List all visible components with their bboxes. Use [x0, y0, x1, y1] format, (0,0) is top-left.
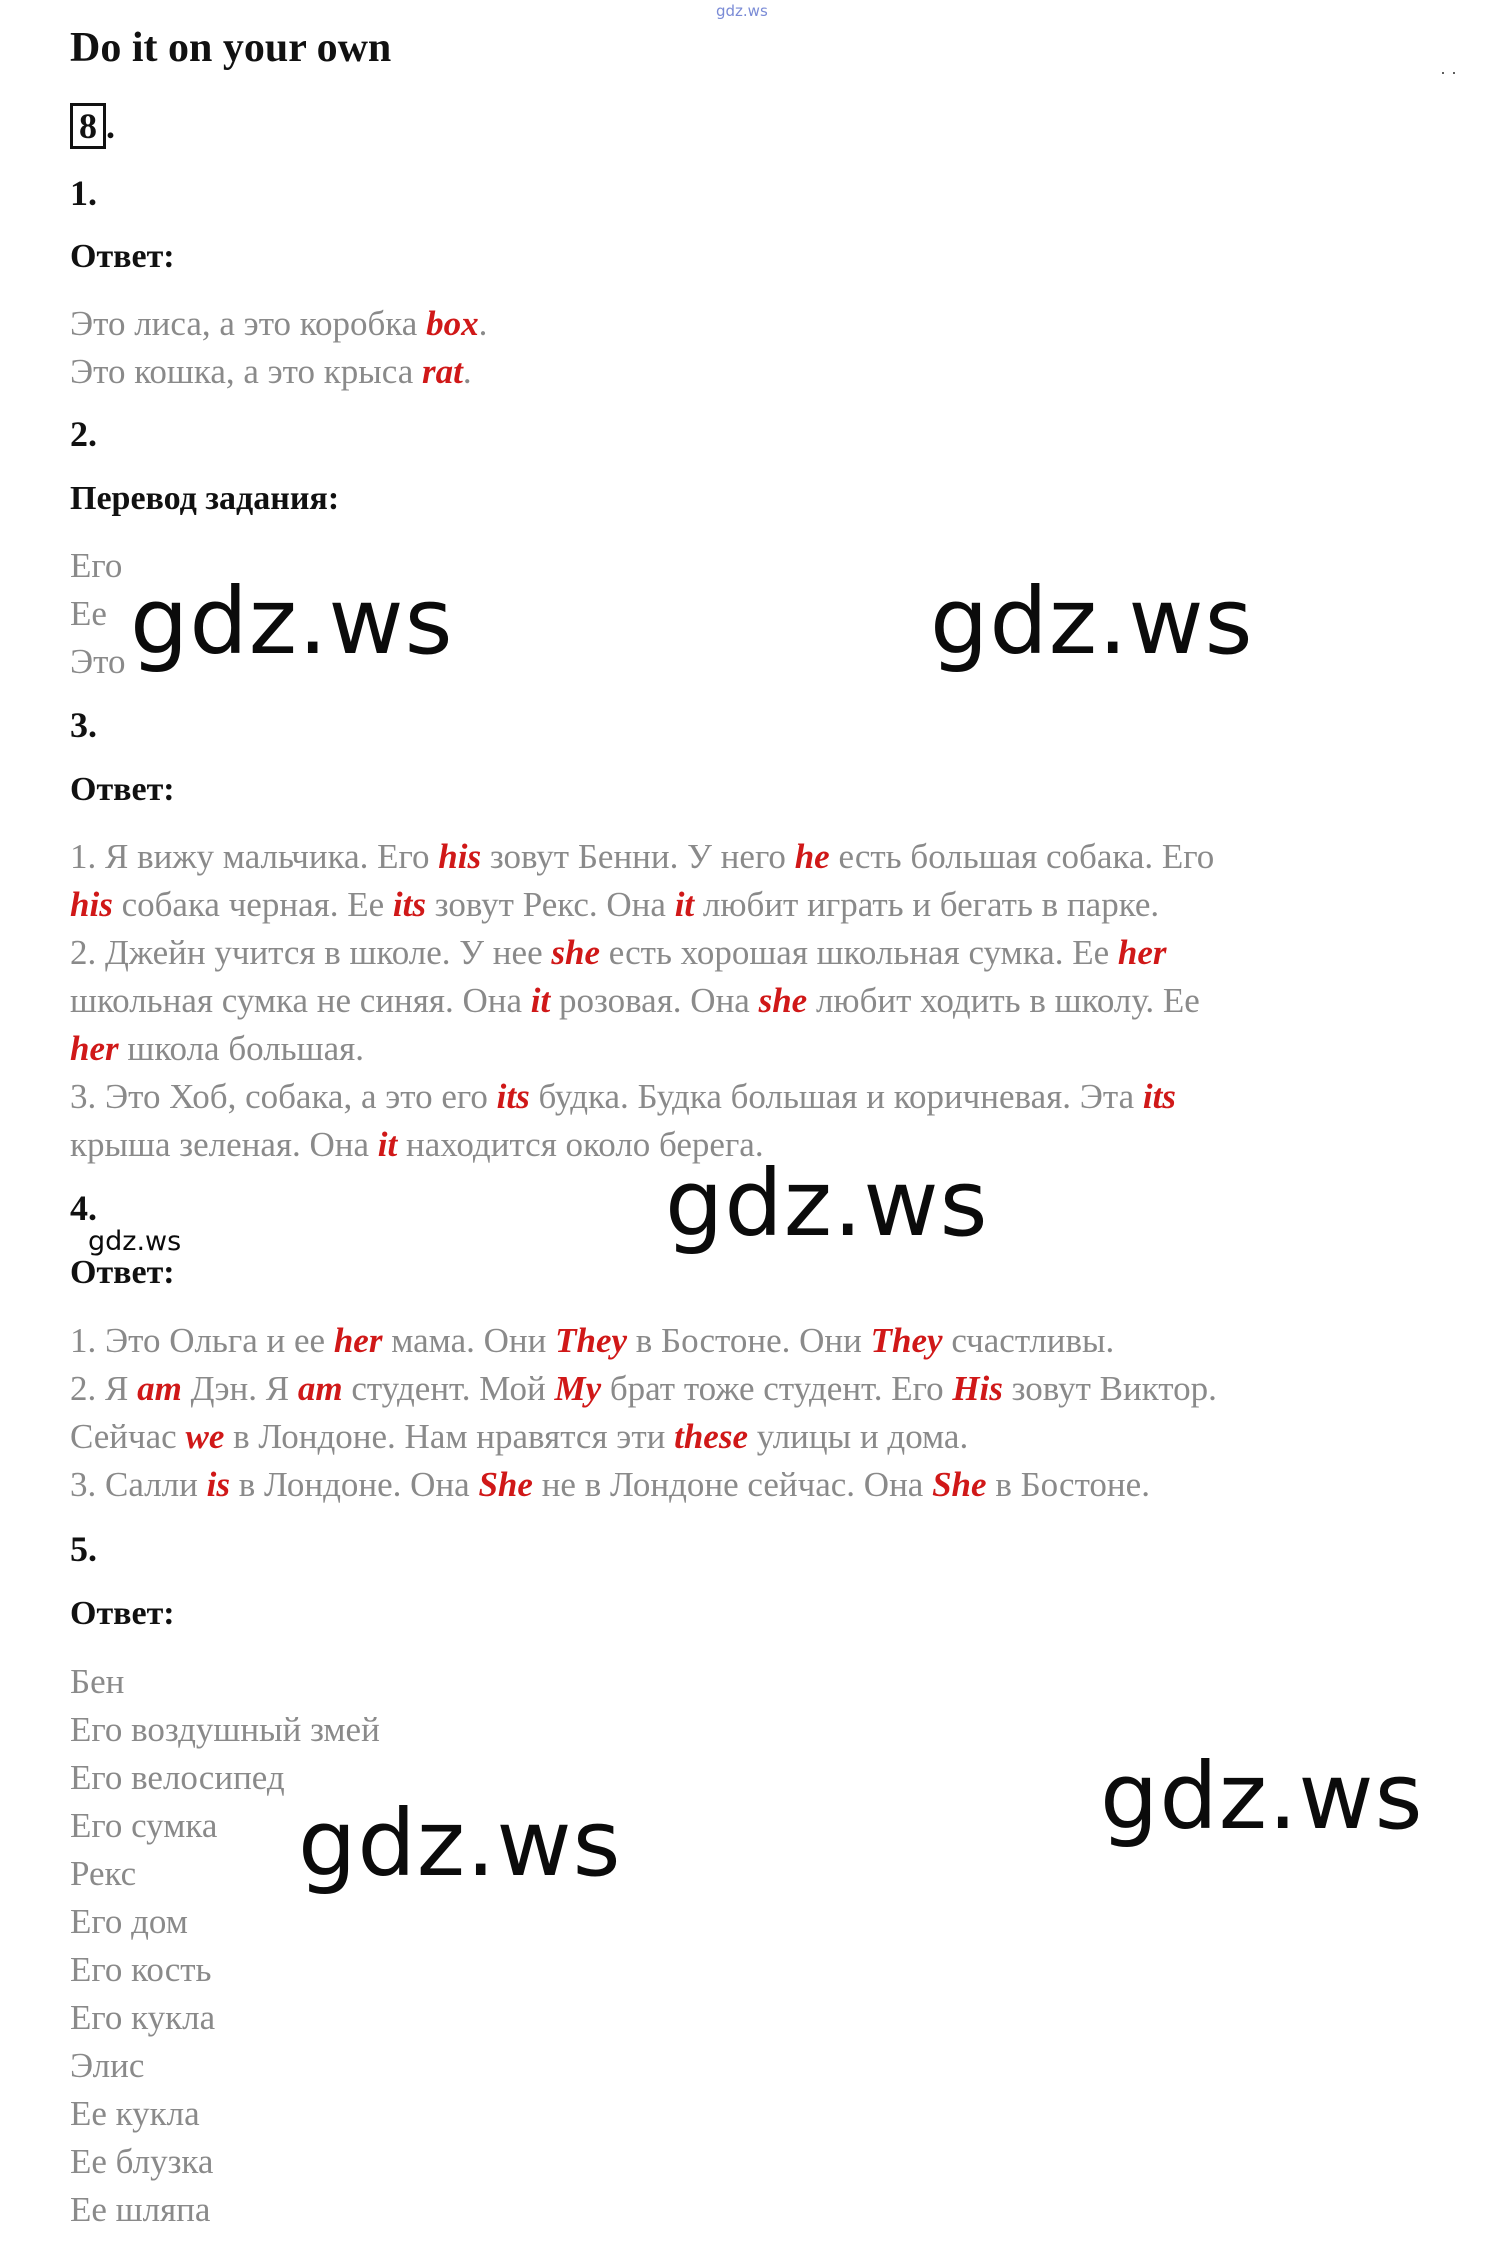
answer-keyword: his [70, 885, 113, 924]
section-4-label: Ответ: [70, 1254, 175, 1291]
text-line [70, 2138, 380, 2186]
text-run: счастливы. [942, 1321, 1115, 1360]
text-run: улицы и дома. [748, 1417, 969, 1456]
answer-keyword: it [674, 885, 695, 924]
answer-keyword: her [333, 1321, 383, 1360]
text-run: Ее [70, 594, 107, 633]
section-4-text [70, 1317, 1217, 1509]
text-run: крыша зеленая. Она [70, 1125, 378, 1164]
text-line [70, 1994, 380, 2042]
text-run: зовут Бенни. У него [481, 837, 795, 876]
text-run: Его кукла [70, 1998, 216, 2037]
answer-keyword: My [554, 1369, 602, 1408]
answer-keyword: its [496, 1077, 530, 1116]
answer-keyword: her [1117, 933, 1167, 972]
text-run: 2. Джейн учится в школе. У нее [70, 933, 552, 972]
text-line [70, 2042, 380, 2090]
exercise-number-box: 8 [70, 103, 106, 149]
text-run: розовая. Она [550, 981, 759, 1020]
text-run: школа большая. [118, 1029, 364, 1068]
watermark: gdz.ws [298, 1790, 622, 1897]
watermark: gdz.ws [665, 1150, 989, 1257]
text-line [70, 300, 487, 348]
section-2-text [70, 542, 125, 686]
text-run: . [462, 352, 472, 391]
text-run: в Лондоне. Нам нравятся эти [224, 1417, 675, 1456]
section-3-label: Ответ: [70, 771, 175, 808]
answer-keyword: box [426, 304, 479, 343]
text-line [70, 1946, 380, 1994]
answer-keyword: she [758, 981, 808, 1020]
watermark: gdz.ws [130, 568, 454, 675]
text-run: Его дом [70, 1902, 188, 1941]
text-run: Элис [70, 2046, 145, 2085]
text-run: 3. Это Хоб, собака, а это его [70, 1077, 497, 1116]
section-4-number: 4. [70, 1188, 97, 1228]
answer-keyword: we [185, 1417, 225, 1456]
text-run: Это кошка, а это крыса [70, 352, 423, 391]
answer-keyword: They [555, 1321, 628, 1360]
text-run: Дэн. Я [181, 1369, 298, 1408]
text-line [70, 1413, 1217, 1461]
text-run: любит ходить в школу. Ее [807, 981, 1200, 1020]
text-run: Его сумка [70, 1806, 218, 1845]
text-line [70, 1025, 1214, 1073]
text-run: Рекс [70, 1854, 137, 1893]
text-run: зовут Рекс. Она [425, 885, 675, 924]
text-run: есть большая собака. Его [829, 837, 1215, 876]
section-5-text [70, 1658, 380, 2234]
text-run: Его велосипед [70, 1758, 285, 1797]
answer-keyword: am [137, 1369, 182, 1408]
answer-keyword: her [70, 1029, 119, 1068]
text-run: в Бостоне. Они [627, 1321, 871, 1360]
section-1-number: 1. [70, 173, 97, 213]
answer-keyword: she [551, 933, 600, 972]
text-run: 1. Я вижу мальчика. Его [70, 837, 439, 876]
text-run: Это лиса, а это коробка [70, 304, 427, 343]
section-5-number: 5. [70, 1529, 97, 1569]
answer-keyword: She [478, 1465, 533, 1504]
section-3-number: 3. [70, 705, 97, 745]
answer-keyword: it [377, 1125, 398, 1164]
text-line [70, 1706, 380, 1754]
answer-keyword: They [870, 1321, 943, 1360]
text-run: Ее блузка [70, 2142, 214, 2181]
watermark: gdz.ws [1100, 1743, 1424, 1850]
text-line [70, 638, 125, 686]
answer-keyword: these [674, 1417, 748, 1456]
section-1-label: Ответ: [70, 238, 175, 275]
answer-keyword: His [952, 1369, 1003, 1408]
text-line [70, 2090, 380, 2138]
text-run: брат тоже студент. Его [601, 1369, 953, 1408]
answer-keyword: his [438, 837, 482, 876]
text-run: Его [70, 546, 123, 585]
text-run: 3. Салли [70, 1465, 207, 1504]
section-2-label: Перевод задания: [70, 480, 340, 517]
watermark: gdz.ws [930, 568, 1254, 675]
text-run: Сейчас [70, 1417, 186, 1456]
watermark-small: gdz.ws [88, 1226, 182, 1257]
answer-keyword: its [1142, 1077, 1176, 1116]
corner-mark: · · [1440, 62, 1457, 82]
text-run: . [478, 304, 488, 343]
text-line [70, 1461, 1217, 1509]
text-run: мама. Они [382, 1321, 556, 1360]
text-line [70, 881, 1214, 929]
text-line [70, 2186, 380, 2234]
text-line [70, 977, 1214, 1025]
text-run: Бен [70, 1662, 125, 1701]
text-run: 1. Это Ольга и ее [70, 1321, 334, 1360]
answer-keyword: it [530, 981, 551, 1020]
answer-keyword: is [206, 1465, 230, 1504]
text-line [70, 833, 1214, 881]
answer-keyword: She [932, 1465, 987, 1504]
exercise-number: 8 . [70, 103, 115, 149]
answer-keyword: its [392, 885, 426, 924]
text-line [70, 1898, 380, 1946]
answer-keyword: rat [422, 352, 463, 391]
text-run: Его воздушный змей [70, 1710, 380, 1749]
text-line [70, 1121, 1214, 1169]
text-run: Это [70, 642, 126, 681]
section-5-label: Ответ: [70, 1595, 175, 1632]
text-run: Его кость [70, 1950, 212, 1989]
answer-keyword: he [794, 837, 830, 876]
answer-keyword: am [297, 1369, 343, 1408]
text-run: будка. Будка большая и коричневая. Эта [529, 1077, 1143, 1116]
text-run: студент. Мой [342, 1369, 555, 1408]
text-run: находится около берега. [397, 1125, 764, 1164]
text-run: есть хорошая школьная сумка. Ее [599, 933, 1118, 972]
text-run: собака черная. Ее [112, 885, 393, 924]
text-run: Ее шляпа [70, 2190, 211, 2229]
text-line [70, 1317, 1217, 1365]
text-line [70, 542, 125, 590]
page-title: Do it on your own [70, 25, 392, 71]
text-line [70, 348, 487, 396]
text-run: 2. Я [70, 1369, 138, 1408]
text-run: Ее кукла [70, 2094, 200, 2133]
top-watermark: gdz.ws [716, 2, 768, 20]
text-run: зовут Виктор. [1002, 1369, 1217, 1408]
text-run: любит играть и бегать в парке. [694, 885, 1160, 924]
text-line [70, 929, 1214, 977]
text-line [70, 1073, 1214, 1121]
text-run: школьная сумка не синяя. Она [70, 981, 531, 1020]
section-3-text [70, 833, 1214, 1169]
text-run: не в Лондоне сейчас. Она [532, 1465, 933, 1504]
text-line [70, 1365, 1217, 1413]
text-line [70, 590, 125, 638]
text-run: в Лондоне. Она [229, 1465, 479, 1504]
text-line [70, 1658, 380, 1706]
section-2-number: 2. [70, 414, 97, 454]
section-1-text [70, 300, 487, 396]
text-run: в Бостоне. [986, 1465, 1150, 1504]
